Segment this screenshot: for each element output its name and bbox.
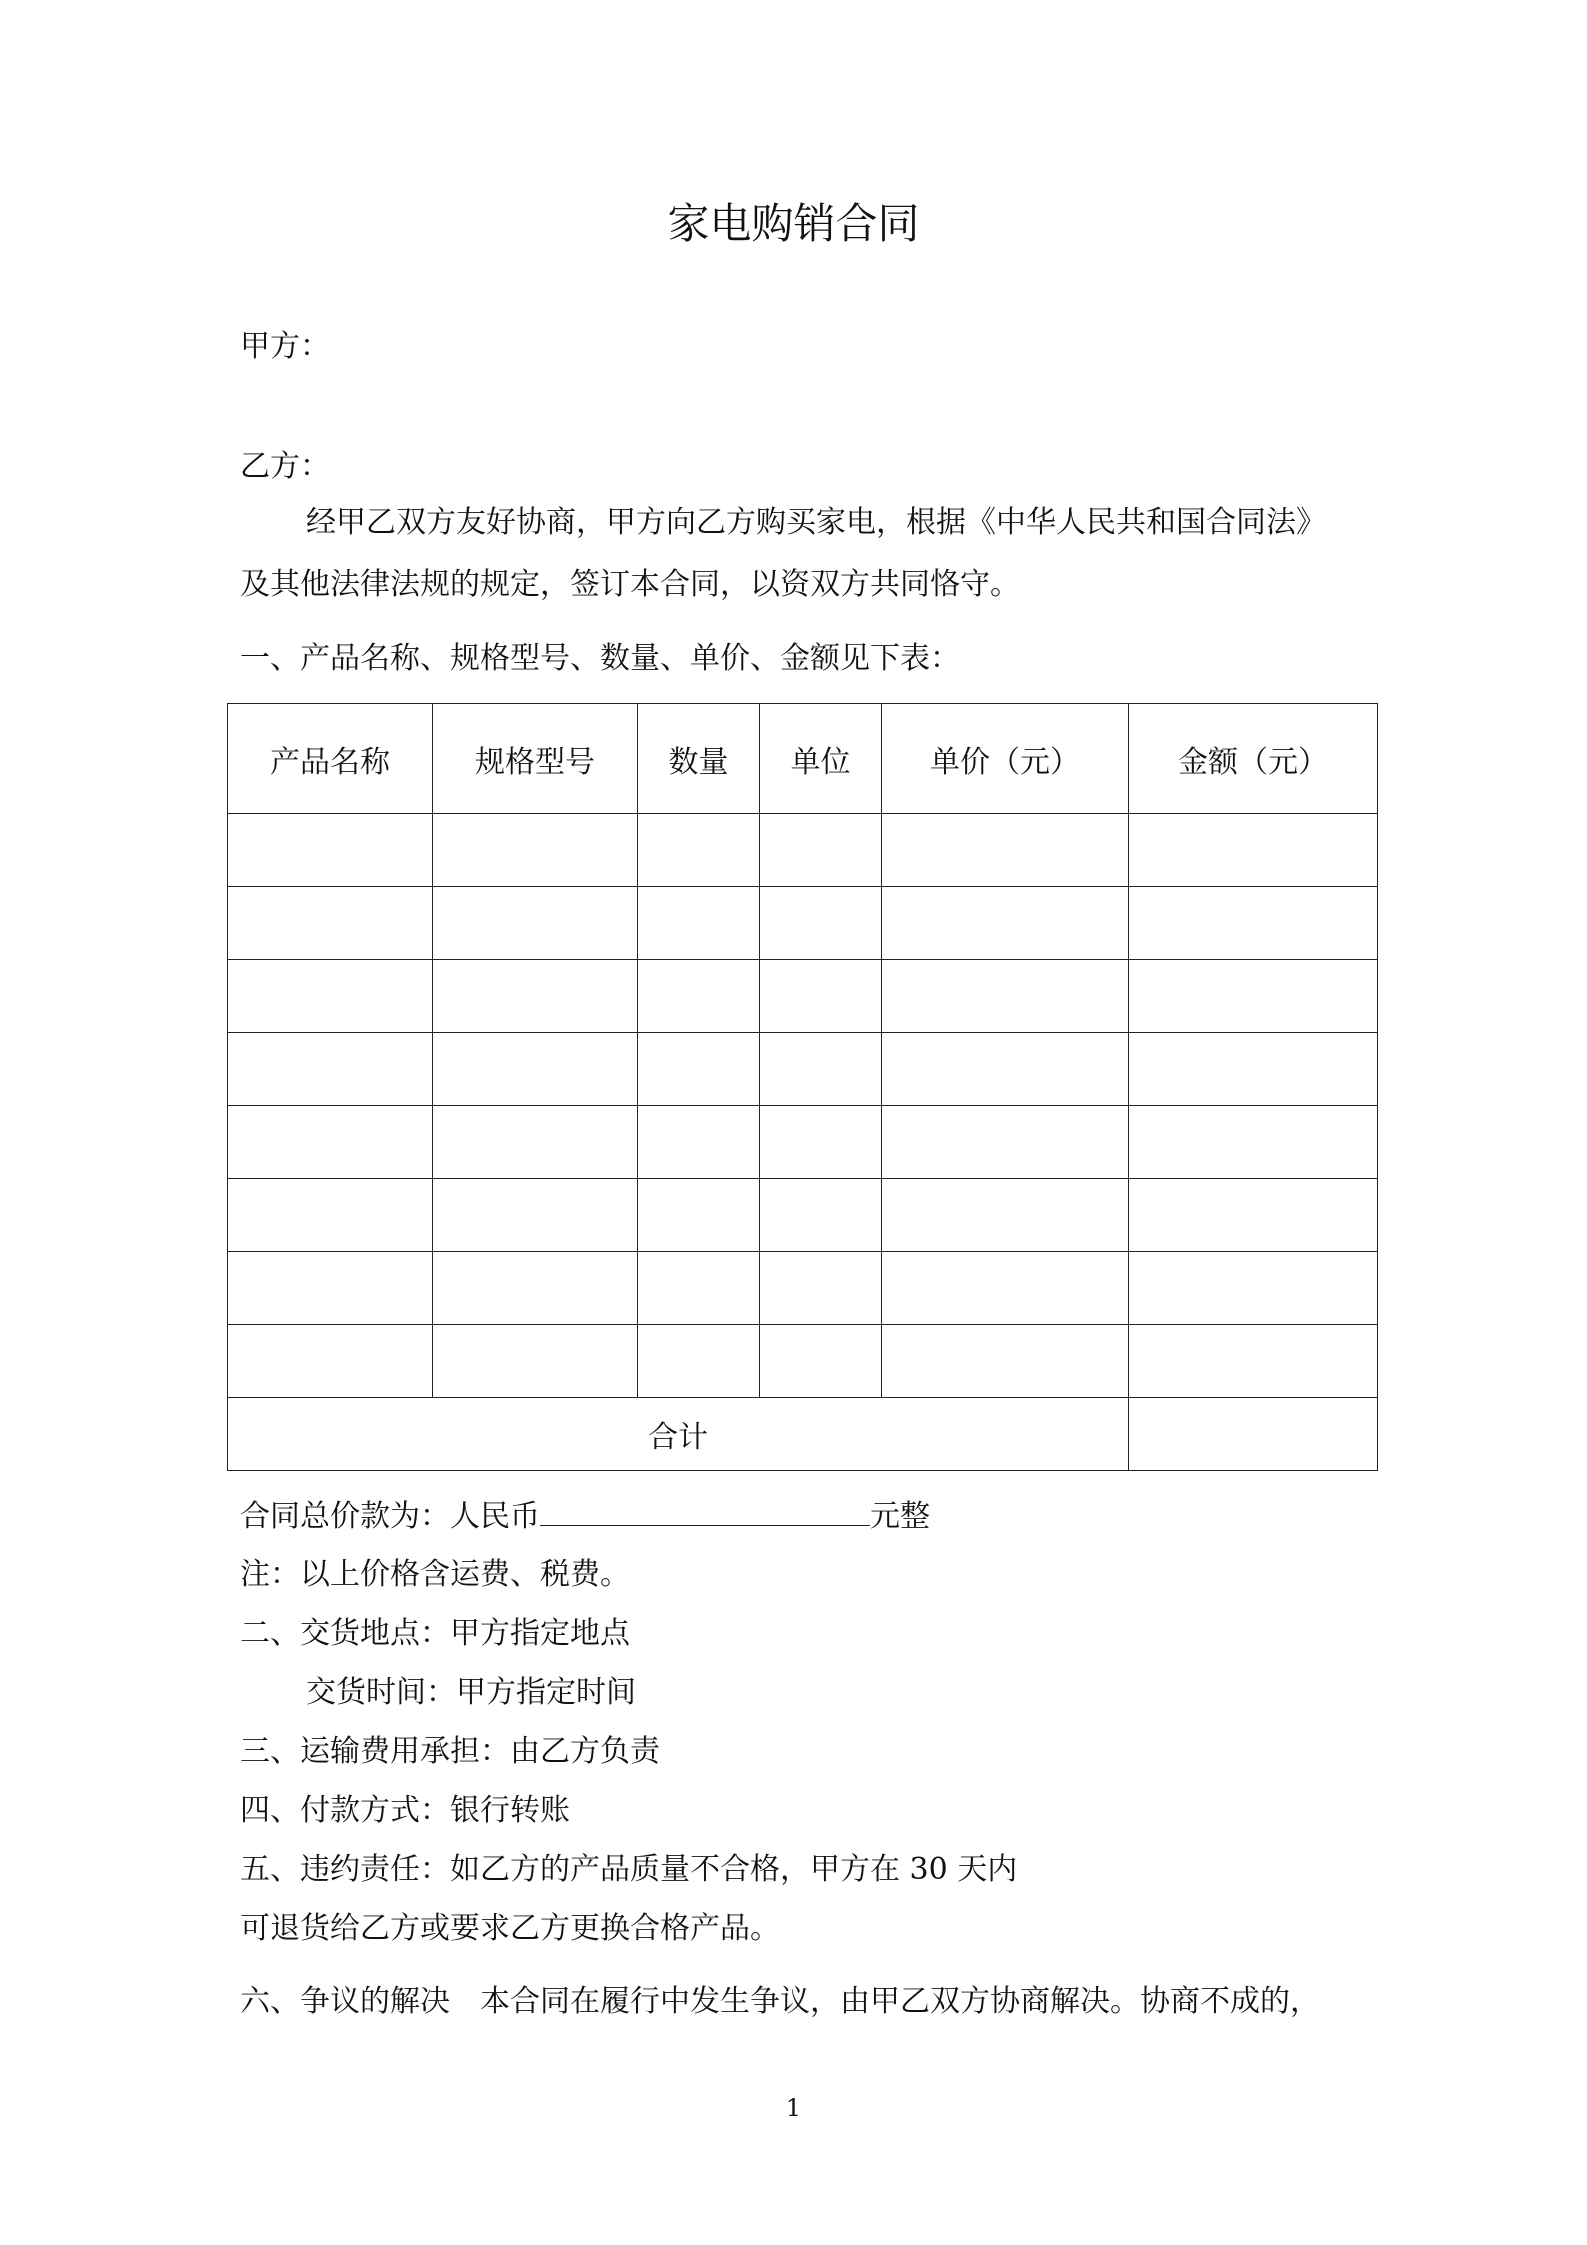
price-note: 注：以上价格含运费、税费。 — [240, 1557, 630, 1592]
table-cell — [433, 1179, 638, 1252]
table-cell — [1129, 1252, 1378, 1325]
table-cell — [228, 960, 433, 1033]
table-cell — [882, 1325, 1129, 1398]
table-cell — [1129, 814, 1378, 887]
total-price-prefix: 合同总价款为：人民币 — [240, 1499, 540, 1534]
total-price-suffix: 元整 — [870, 1499, 930, 1534]
table-cell — [882, 1106, 1129, 1179]
table-cell — [760, 1325, 882, 1398]
table-cell — [882, 1033, 1129, 1106]
table-cell — [433, 887, 638, 960]
table-cell — [638, 1252, 760, 1325]
table-cell — [228, 1252, 433, 1325]
header-unit-price: 单价（元） — [882, 704, 1129, 814]
table-cell — [228, 1106, 433, 1179]
table-cell — [433, 814, 638, 887]
table-row — [228, 1033, 1378, 1106]
table-cell — [638, 1179, 760, 1252]
total-price-blank — [540, 1497, 870, 1526]
header-product-name: 产品名称 — [228, 704, 433, 814]
table-cell — [638, 1033, 760, 1106]
table-cell — [433, 1106, 638, 1179]
table-cell — [1129, 1106, 1378, 1179]
total-label: 合计 — [228, 1398, 1129, 1471]
table-cell — [433, 1033, 638, 1106]
header-model: 规格型号 — [433, 704, 638, 814]
table-header-row — [228, 704, 1378, 814]
contract-title: 家电购销合同 — [667, 199, 920, 248]
product-table — [227, 703, 1378, 1471]
page-number: 1 — [785, 2094, 802, 2122]
table-cell — [760, 887, 882, 960]
section-1-heading: 一、产品名称、规格型号、数量、单价、金额见下表： — [240, 641, 960, 676]
table-cell — [1129, 1033, 1378, 1106]
table-cell — [760, 1033, 882, 1106]
section-6: 六、争议的解决 本合同在履行中发生争议，由甲乙双方协商解决。协商不成的， — [240, 1984, 1320, 2019]
table-cell — [882, 1179, 1129, 1252]
table-cell — [882, 960, 1129, 1033]
table-cell — [1129, 887, 1378, 960]
table-row — [228, 1252, 1378, 1325]
table-cell — [1129, 960, 1378, 1033]
table-total-row — [228, 1398, 1378, 1471]
table-cell — [228, 1179, 433, 1252]
total-price-line — [240, 1497, 930, 1537]
intro-line-1: 经甲乙双方友好协商，甲方向乙方购买家电，根据《中华人民共和国合同法》 — [306, 505, 1326, 540]
total-amount-cell — [1129, 1398, 1378, 1471]
section-5-line-1: 五、违约责任：如乙方的产品质量不合格，甲方在 30 天内 — [240, 1852, 1018, 1887]
table-cell — [1129, 1179, 1378, 1252]
table-cell — [760, 814, 882, 887]
intro-line-2: 及其他法律法规的规定，签订本合同，以资双方共同恪守。 — [240, 567, 1020, 602]
table-cell — [433, 960, 638, 1033]
section-4: 四、付款方式：银行转账 — [240, 1793, 570, 1828]
table-cell — [882, 887, 1129, 960]
table-cell — [638, 1325, 760, 1398]
table-cell — [638, 960, 760, 1033]
table-row — [228, 887, 1378, 960]
table-cell — [638, 814, 760, 887]
header-quantity: 数量 — [638, 704, 760, 814]
table-cell — [228, 887, 433, 960]
table-row — [228, 1179, 1378, 1252]
table-row — [228, 1325, 1378, 1398]
table-cell — [228, 814, 433, 887]
table-cell — [433, 1325, 638, 1398]
table-cell — [228, 1325, 433, 1398]
table-row — [228, 960, 1378, 1033]
table-cell — [760, 1252, 882, 1325]
table-cell — [638, 1106, 760, 1179]
table-cell — [760, 1106, 882, 1179]
section-5-line-2: 可退货给乙方或要求乙方更换合格产品。 — [240, 1911, 780, 1946]
header-unit: 单位 — [760, 704, 882, 814]
section-2-time: 交货时间：甲方指定时间 — [306, 1675, 636, 1710]
table-cell — [882, 814, 1129, 887]
party-b-label: 乙方： — [240, 449, 330, 484]
party-a-label: 甲方： — [240, 329, 330, 364]
table-cell — [1129, 1325, 1378, 1398]
table-cell — [638, 887, 760, 960]
table-cell — [760, 1179, 882, 1252]
table-row — [228, 814, 1378, 887]
header-amount: 金额（元） — [1129, 704, 1378, 814]
table-row — [228, 1106, 1378, 1179]
table-cell — [760, 960, 882, 1033]
section-2-place: 二、交货地点：甲方指定地点 — [240, 1616, 630, 1651]
section-3: 三、运输费用承担：由乙方负责 — [240, 1734, 660, 1769]
table-cell — [882, 1252, 1129, 1325]
table-cell — [433, 1252, 638, 1325]
table-cell — [228, 1033, 433, 1106]
